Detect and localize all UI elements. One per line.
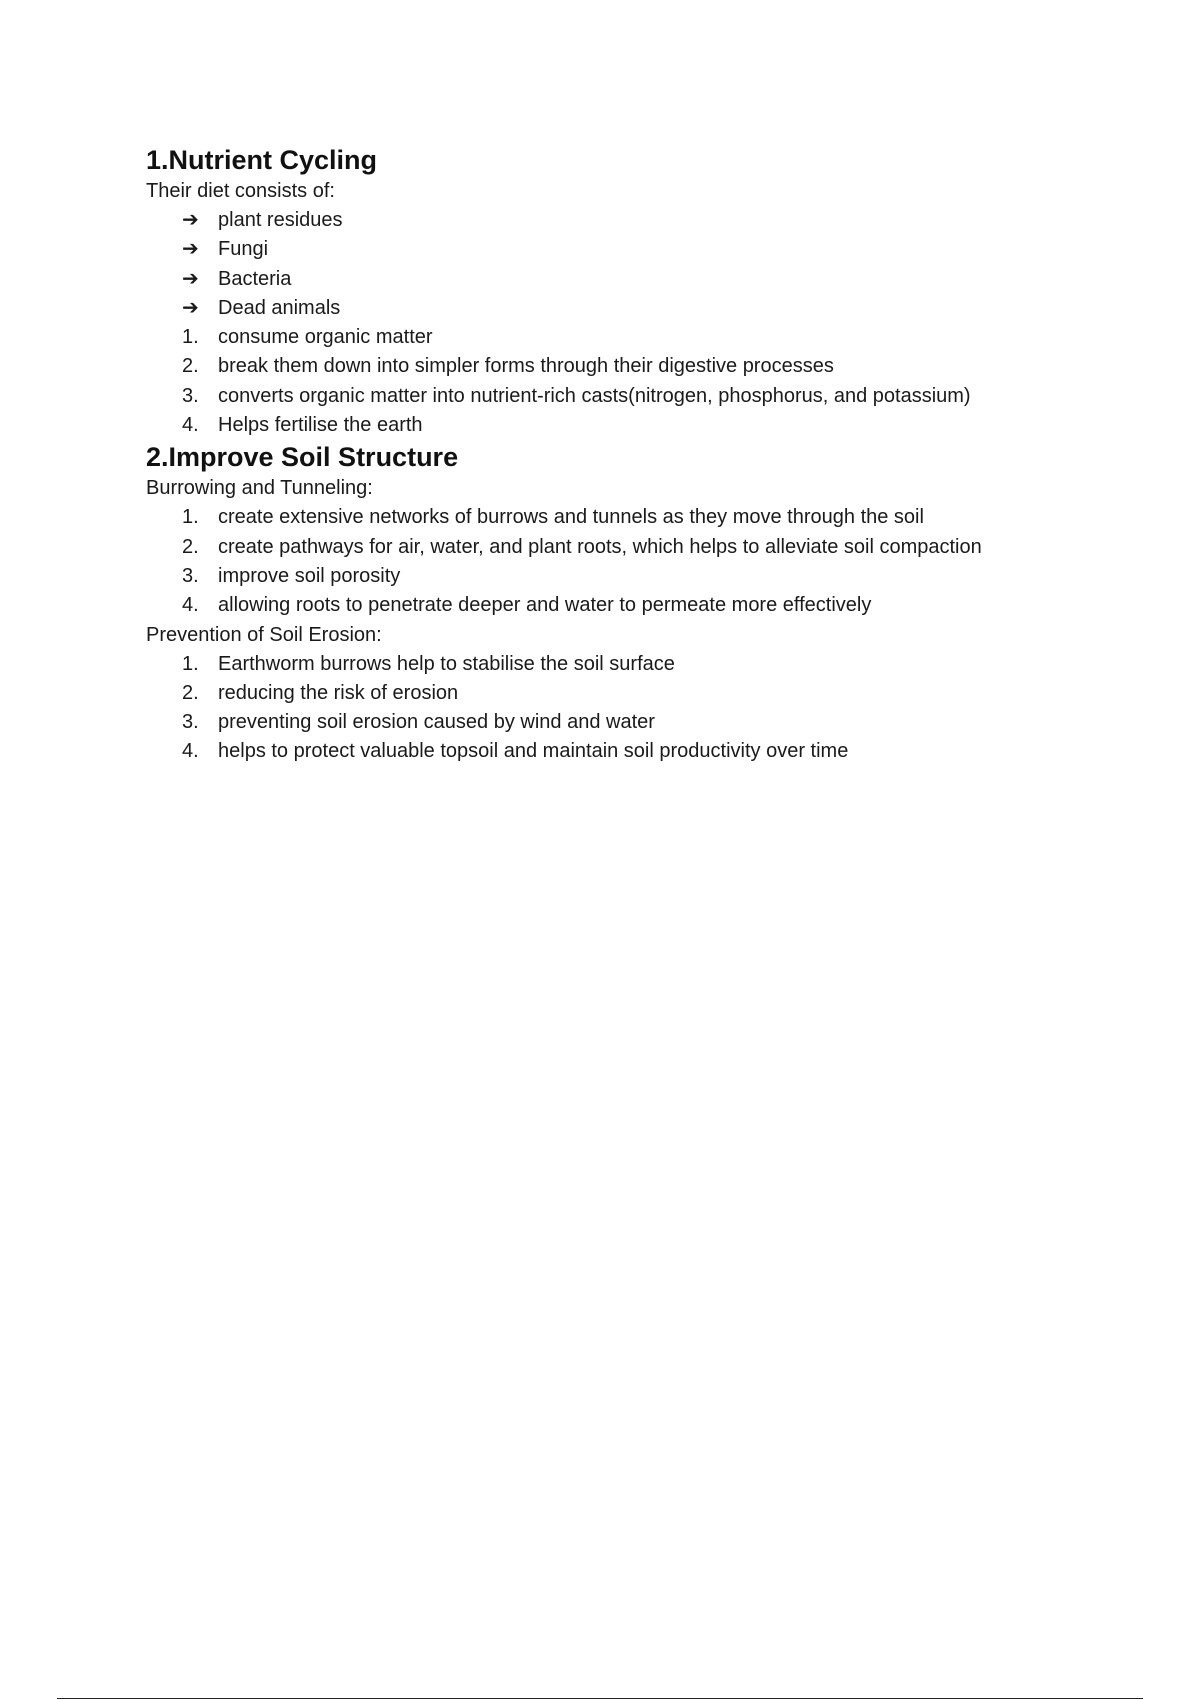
list-item-text: reducing the risk of erosion — [218, 681, 459, 704]
list-item — [146, 265, 1086, 294]
list-item — [146, 206, 1086, 235]
arrow-icon: ➔ — [182, 238, 199, 261]
list-item — [146, 503, 1086, 532]
section-heading-soil-structure: 2.Improve Soil Structure — [146, 442, 459, 473]
footer-divider — [57, 1698, 1143, 1699]
list-item-text: helps to protect valuable topsoil and maintain soil productivity over time — [218, 740, 849, 763]
list-number: 4. — [182, 740, 199, 763]
arrow-icon: ➔ — [182, 296, 199, 319]
list-item — [146, 562, 1086, 591]
list-item — [146, 737, 1086, 766]
list-number: 3. — [182, 711, 199, 734]
list-number: 4. — [182, 414, 199, 437]
burrowing-list — [146, 503, 1086, 620]
list-item — [146, 323, 1086, 352]
list-item-text: preventing soil erosion caused by wind and water — [218, 711, 655, 734]
arrow-icon: ➔ — [182, 209, 199, 231]
list-item — [146, 591, 1086, 620]
list-item-text: Earthworm burrows help to stabilise the soil surface — [218, 652, 675, 675]
list-item — [146, 650, 1086, 679]
list-item-text: Dead animals — [218, 296, 341, 319]
erosion-list — [146, 650, 1086, 767]
list-number: 2. — [182, 535, 199, 558]
list-item-text: Helps fertilise the earth — [218, 414, 423, 437]
list-item — [146, 708, 1086, 737]
list-number: 2. — [182, 355, 199, 378]
list-item — [146, 235, 1086, 264]
nutrient-steps-list — [146, 323, 1086, 440]
list-number: 1. — [182, 652, 199, 675]
section-heading-nutrient-cycling: 1.Nutrient Cycling — [146, 145, 378, 175]
list-number: 4. — [182, 594, 199, 617]
list-item-text: create pathways for air, water, and plant roots, which helps to alleviate soil compaction — [218, 535, 982, 558]
diet-list — [146, 206, 1086, 323]
list-item — [146, 382, 1086, 411]
list-item-text: converts organic matter into nutrient-rich casts(nitrogen, phosphorus, and potassium) — [218, 384, 971, 407]
list-number: 1. — [182, 326, 199, 349]
diet-intro: Their diet consists of: — [146, 180, 335, 202]
list-number: 1. — [182, 506, 199, 529]
list-number: 2. — [182, 681, 199, 704]
list-item-text: create extensive networks of burrows and tunnels as they move through the soil — [218, 506, 924, 529]
list-number: 3. — [182, 384, 199, 407]
list-item — [146, 679, 1086, 708]
list-item-text: Bacteria — [218, 267, 292, 290]
list-number: 3. — [182, 564, 199, 587]
list-item — [146, 533, 1086, 562]
list-item — [146, 352, 1086, 381]
list-item-text: consume organic matter — [218, 326, 433, 349]
list-item-text: break them down into simpler forms through their digestive processes — [218, 355, 834, 378]
list-item-text: Fungi — [218, 238, 269, 261]
document-page — [146, 143, 1086, 767]
burrowing-title: Burrowing and Tunneling: — [146, 477, 373, 500]
list-item-text: allowing roots to penetrate deeper and water to permeate more effectively — [218, 594, 872, 617]
erosion-title: Prevention of Soil Erosion: — [146, 623, 382, 646]
list-item-text: improve soil porosity — [218, 564, 401, 587]
list-item — [146, 294, 1086, 323]
arrow-icon: ➔ — [182, 267, 199, 290]
list-item-text: plant residues — [218, 209, 343, 231]
list-item — [146, 411, 1086, 440]
